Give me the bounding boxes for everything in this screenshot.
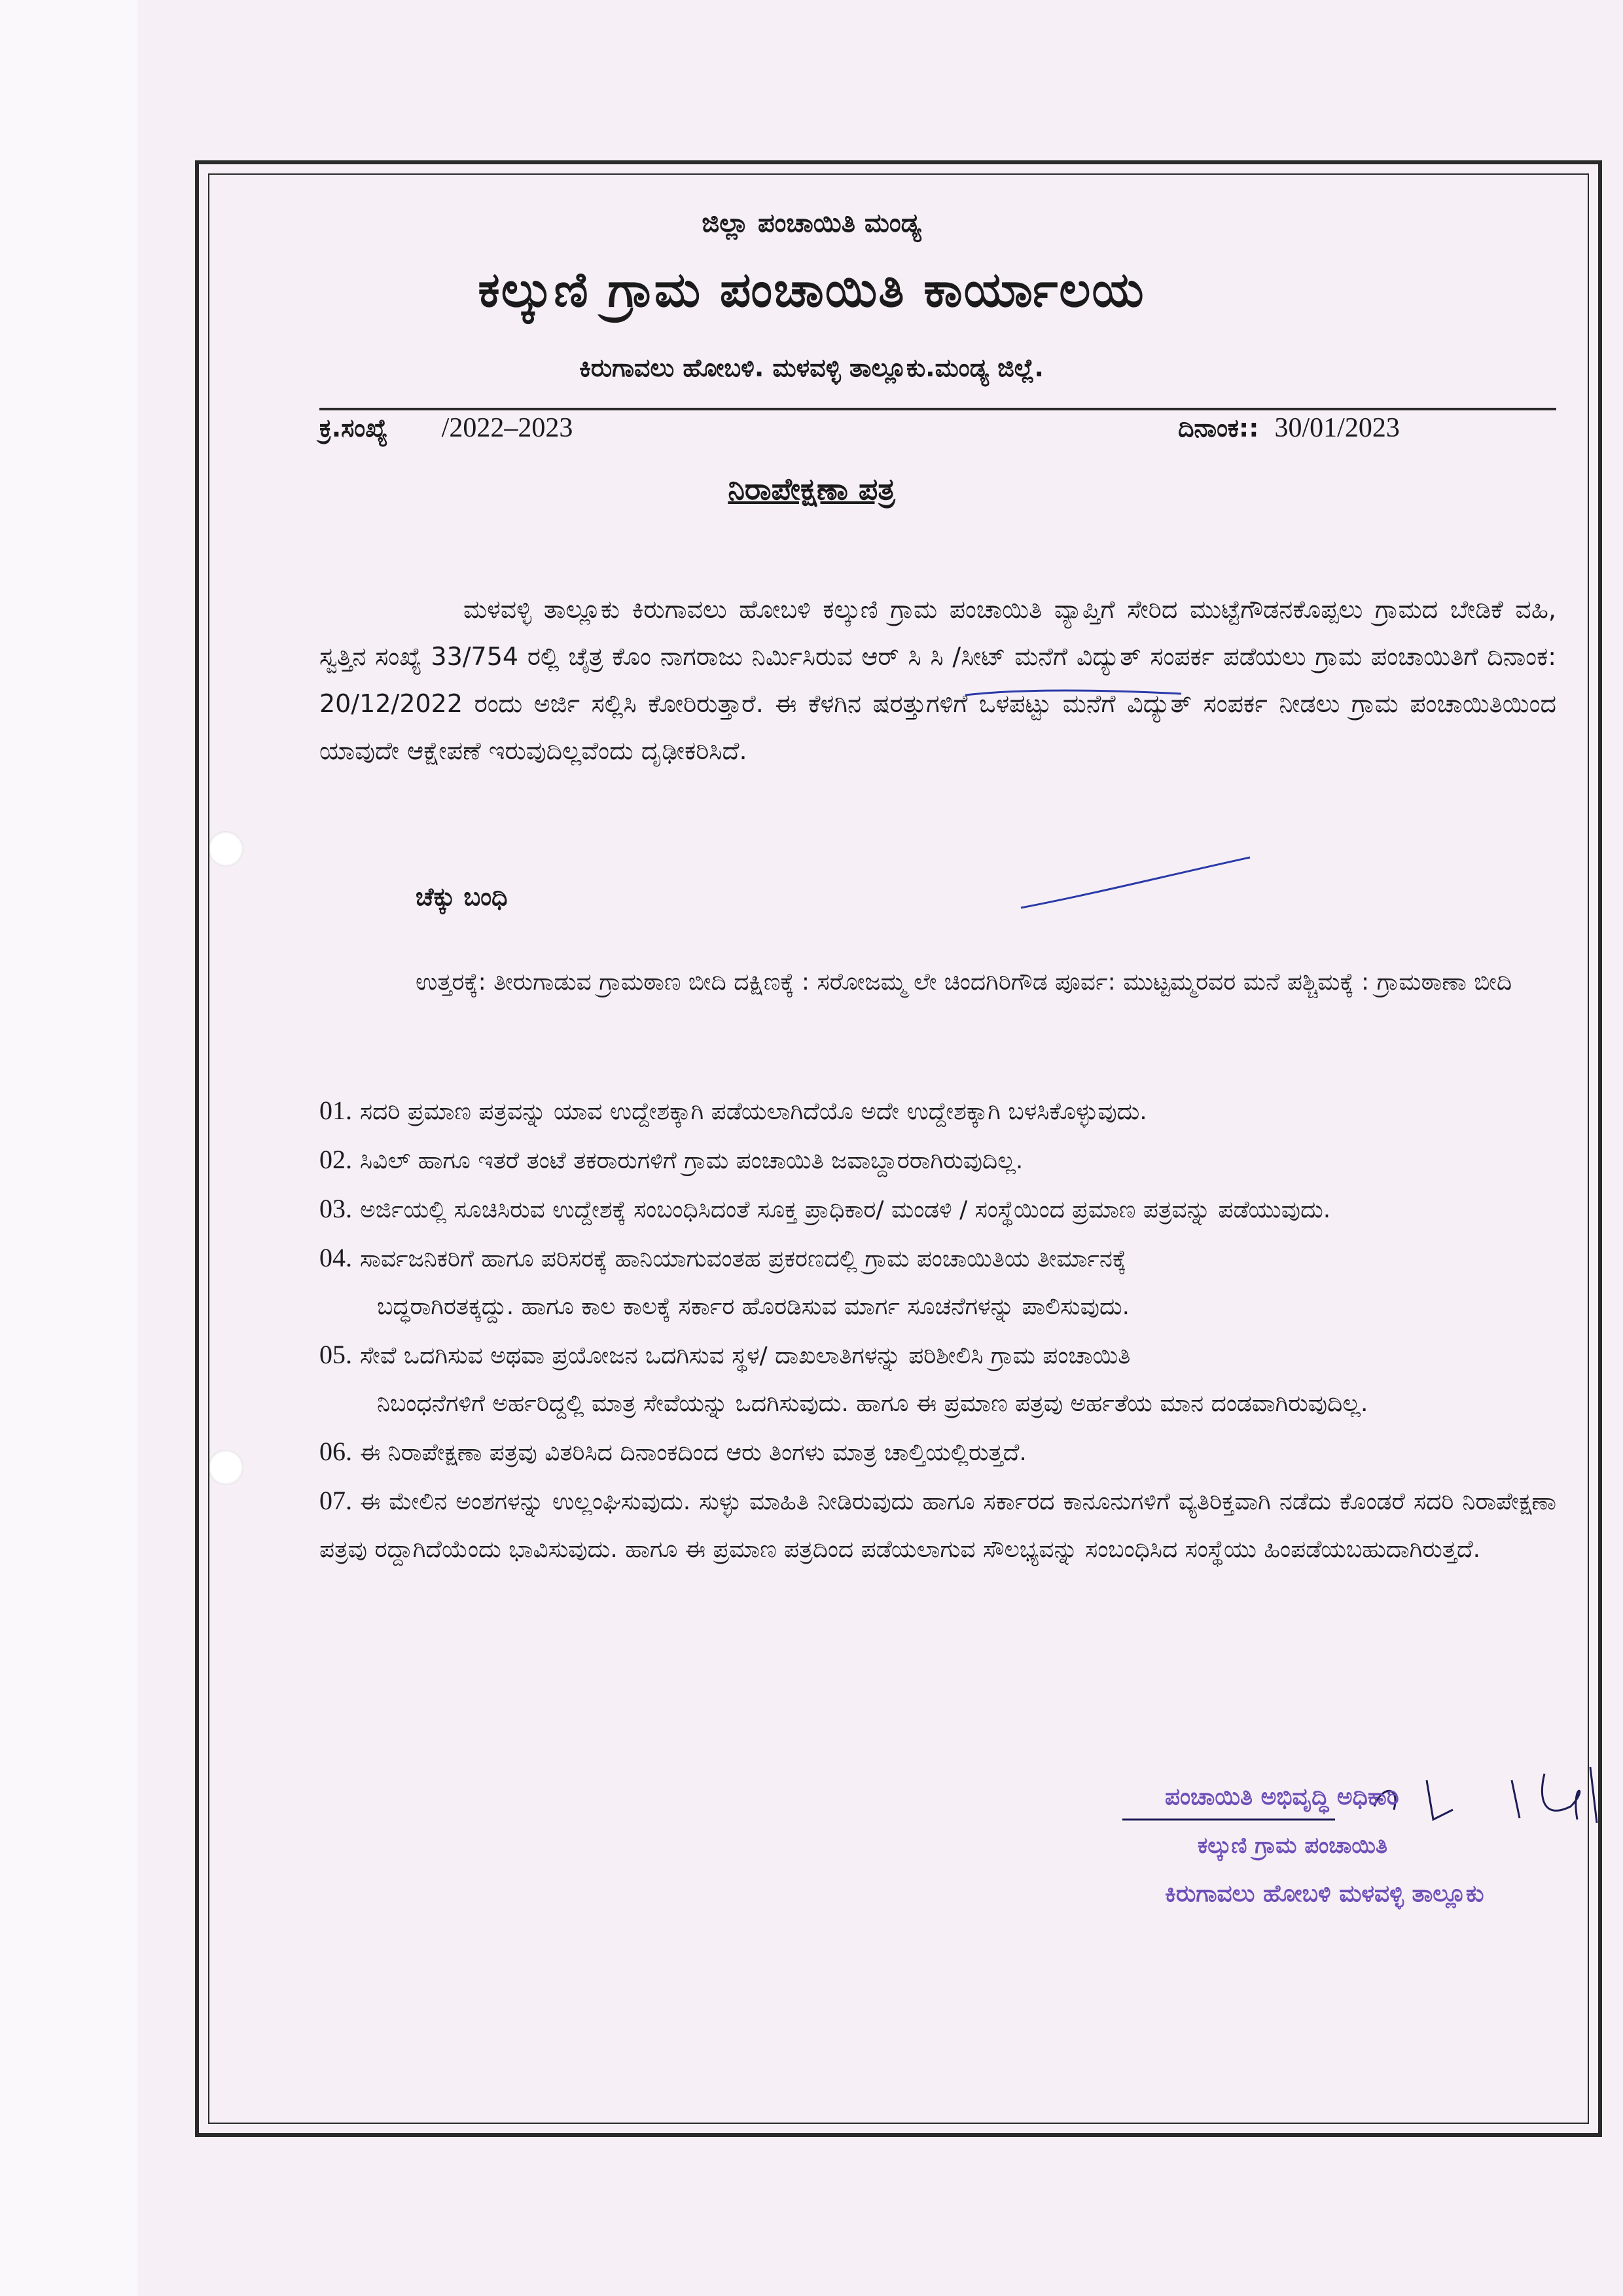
issue-date [1178, 412, 1400, 444]
page-left-margin [0, 0, 137, 2296]
condition-item: 06. ಈ ನಿರಾಪೇಕ್ಷಣಾ ಪತ್ರವು ವಿತರಿಸಿದ ದಿನಾಂಕದಿಂದ ಆರು ತಿಂಗಳು ಮಾತ್ರ ಚಾಲ್ತಿಯಲ್ಲಿರುತ್ತದೆ. [319, 1437, 1027, 1466]
body-text: ಮಳವಳ್ಳಿ ತಾಲ್ಲೂಕು ಕಿರುಗಾವಲು ಹೋಬಳಿ ಕಲ್ಕುಣಿ ಗ್ರಾಮ ಪಂಚಾಯಿತಿ ವ್ಯಾಪ್ತಿಗೆ ಸೇರಿದ ಮುಟ್ಟೆಗೌಡನಕೊಪ್ಪಲು ಗ್ರಾಮದ ಬೇಡಿಕೆ ವಹಿ, ಸ್ವತ್ತಿನ ಸಂಖ್ಯೆ 33/754 ರಲ್ಲಿ ಚೈತ್ರ ಕೊಂ ನಾಗರಾಜು ನಿರ್ಮಿಸಿರುವ ಆರ್ ಸಿ ಸಿ /ಸೀಟ್ ಮನೆಗೆ ವಿದ್ಯುತ್ ಸಂಪರ್ಕ ಪಡೆಯಲು ಗ್ರಾಮ ಪಂಚಾಯಿತಿಗೆ ದಿನಾಂಕ: 20/12/2022 ರಂದು ಅರ್ಜಿ ಸಲ್ಲಿಸಿ ಕೋರಿರುತ್ತಾರೆ. ಈ ಕೆಳಗಿನ ಷರತ್ತುಗಳಿಗೆ ಒಳಪಟ್ಟು ಮನೆಗೆ ವಿದ್ಯುತ್ ಸಂಪರ್ಕ ನೀಡಲು ಗ್ರಾಮ ಪಂಚಾಯಿತಿಯಿಂದ ಯಾವುದೇ ಆಕ್ಷೇಪಣೆ ಇರುವುದಿಲ್ಲವೆಂದು ದೃಢೀಕರಿಸಿದೆ. [319, 595, 1556, 765]
boundaries-block [319, 959, 1556, 1006]
condition-item: 01. ಸದರಿ ಪ್ರಮಾಣ ಪತ್ರವನ್ನು ಯಾವ ಉದ್ದೇಶಕ್ಕಾಗಿ ಪಡೆಯಲಾಗಿದೆಯೊ ಅದೇ ಉದ್ದೇಶಕ್ಕಾಗಿ ಬಳಸಿಕೊಳ್ಳುವುದು. [319, 1096, 1147, 1125]
header-divider [319, 408, 1556, 410]
pen-underline-mark [962, 687, 1185, 700]
condition-item: 05. ಸೇವೆ ಒದಗಿಸುವ ಅಥವಾ ಪ್ರಯೋಜನ ಒದಗಿಸುವ ಸ್ಥಳ/ ದಾಖಲಾತಿಗಳನ್ನು ಪರಿಶೀಲಿಸಿ ಗ್ರಾಮ ಪಂಚಾಯಿತಿ [319, 1340, 1131, 1369]
boundaries-heading: ಚೆಕ್ಕು ಬಂಧಿ [416, 882, 508, 911]
date-label: ದಿನಾಂಕ:: [1178, 414, 1259, 442]
boundaries-text: ಉತ್ತರಕ್ಕೆ: ತೀರುಗಾಡುವ ಗ್ರಾಮಠಾಣ ಬೀದಿ ದಕ್ಷಿಣಕ್ಕೆ : ಸರೋಜಮ್ಮ ಲೇ ಚಿಂದಗಿರಿಗೌಡ ಪೂರ್ವ: ಮುಟ್ಟಮ್ಮರವರ ಮನೆ ಪಶ್ಚಿಮಕ್ಕೆ : ಗ್ರಾಮಠಾಣಾ ಬೀದಿ [416, 969, 1512, 996]
body-paragraph [319, 586, 1556, 774]
condition-item: 03. ಅರ್ಜಿಯಲ್ಲಿ ಸೂಚಿಸಿರುವ ಉದ್ದೇಶಕ್ಕೆ ಸಂಬಂಧಿಸಿದಂತೆ ಸೂಕ್ತ ಪ್ರಾಧಿಕಾರ/ ಮಂಡಳಿ / ಸಂಸ್ಥೆಯಿಂದ ಪ್ರಮಾಣ ಪತ್ರವನ್ನು ಪಡೆಯುವುದು. [319, 1194, 1331, 1223]
stamp-office: ಕಲ್ಕುಣಿ ಗ್ರಾಮ ಪಂಚಾಯಿತಿ [1198, 1833, 1387, 1859]
stamp-location: ಕಿರುಗಾವಲು ಹೋಬಳಿ ಮಳವಳ್ಳಿ ತಾಲ್ಲೂಕು [1165, 1880, 1484, 1907]
condition-item: 02. ಸಿವಿಲ್ ಹಾಗೂ ಇತರೆ ತಂಟೆ ತಕರಾರುಗಳಿಗೆ ಗ್ರಾಮ ಪಂಚಾಯಿತಿ ಜವಾಬ್ದಾರರಾಗಿರುವುದಿಲ್ಲ. [319, 1145, 1024, 1174]
district-name: ಜಿಲ್ಲಾ ಪಂಚಾಯಿತಿ ಮಂಡ್ಯ [702, 208, 921, 238]
document-title: ನಿರಾಪೇಕ್ಷಣಾ ಪತ್ರ [728, 471, 895, 507]
reference-label: ಕ್ರ.ಸಂಖ್ಯೆ [319, 414, 388, 442]
condition-item-continued: ಬದ್ಧರಾಗಿರತಕ್ಕದ್ದು. ಹಾಗೂ ಕಾಲ ಕಾಲಕ್ಕೆ ಸರ್ಕಾರ ಹೊರಡಿಸುವ ಮಾರ್ಗ ಸೂಚನೆಗಳನ್ನು ಪಾಲಿಸುವುದು. [377, 1293, 1130, 1320]
condition-item: 04. ಸಾರ್ವಜನಿಕರಿಗೆ ಹಾಗೂ ಪರಿಸರಕ್ಕೆ ಹಾನಿಯಾಗುವಂತಹ ಪ್ರಕರಣದಲ್ಲಿ ಗ್ರಾಮ ಪಂಚಾಯಿತಿಯ ತೀರ್ಮಾನಕ್ಕೆ [319, 1243, 1127, 1272]
conditions-list [319, 1086, 1556, 1573]
condition-item-continued: ನಿಬಂಧನೆಗಳಿಗೆ ಅರ್ಹರಿದ್ದಲ್ಲಿ ಮಾತ್ರ ಸೇವೆಯನ್ನು ಒದಗಿಸುವುದು. ಹಾಗೂ ಈ ಪ್ರಮಾಣ ಪತ್ರವು ಅರ್ಹತೆಯ ಮಾನ ದಂಡವಾಗಿರುವುದಿಲ್ಲ. [377, 1390, 1368, 1417]
office-title: ಕಲ್ಕುಣಿ ಗ್ರಾಮ ಪಂಚಾಯಿತಿ ಕಾರ್ಯಾಲಯ [478, 262, 1145, 318]
date-value: 30/01/2023 [1274, 413, 1400, 443]
pen-stroke-mark [1018, 854, 1253, 913]
office-address: ಕಿರುಗಾವಲು ಹೋಬಳಿ. ಮಳವಳ್ಳಿ ತಾಲ್ಲೂಕು.ಮಂಡ್ಯ ಜಿಲ್ಲೆ. [579, 353, 1044, 382]
stamp-designation: ಪಂಚಾಯಿತಿ ಅಭಿವೃದ್ಧಿ ಅಧಿಕಾರಿ [1165, 1784, 1399, 1810]
reference-value: /2022–2023 [441, 413, 573, 443]
condition-item: 07. ಈ ಮೇಲಿನ ಅಂಶಗಳನ್ನು ಉಲ್ಲಂಘಿಸುವುದು. ಸುಳ್ಳು ಮಾಹಿತಿ ನೀಡಿರುವುದು ಹಾಗೂ ಸರ್ಕಾರದ ಕಾನೂನುಗಳಿಗೆ ವ್ಯತಿರಿಕ್ತವಾಗಿ ನಡೆದು ಕೊಂಡರೆ ಸದರಿ ನಿರಾಪೇಕ್ಷಣಾ ಪತ್ರವು ರದ್ದಾಗಿದೆಯೆಂದು ಭಾವಿಸುವುದು. ಹಾಗೂ ಈ ಪ್ರಮಾಣ ಪತ್ರದಿಂದ ಪಡೆಯಲಾಗುವ ಸೌಲಭ್ಯವನ್ನು ಸಂಬಂಧಿಸಿದ ಸಂಸ್ಥೆಯು ಹಿಂಪಡೆಯಬಹುದಾಗಿರುತ್ತದೆ. [319, 1486, 1556, 1563]
reference-number [319, 412, 573, 444]
